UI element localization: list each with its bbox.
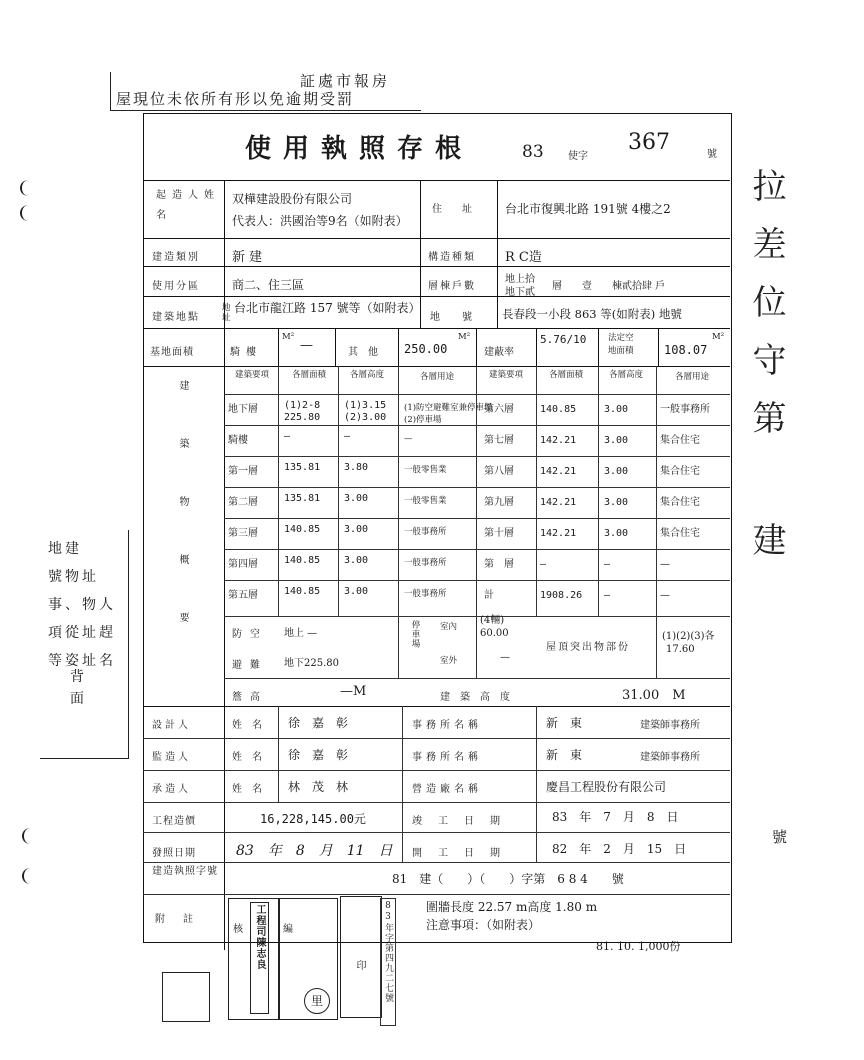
left-note-line: 面 [70,691,87,707]
designer-firm-suffix: 建築師事務所 [640,720,700,731]
left-floor-name: 第三層 [228,528,258,539]
left-floor-height: 3.00 [344,493,369,504]
left-floor-height: 3.00 [344,524,369,535]
grid-v-3 [398,366,399,678]
right-floor-use: 集合住宅 [660,497,700,508]
issue-label: 發照日期 [152,848,196,859]
row-divider-5 [143,366,730,367]
bldg-height-value: 31.00 M [622,688,686,703]
floors-value-top: 地上拾 [505,274,535,285]
right-floor-name: 第九層 [484,497,514,508]
title-divider [143,180,730,181]
start-value: 82 年 2 月 15 日 [552,842,687,856]
hdr-right-area: 各層面積 [548,370,583,380]
left-floor-name: 第五層 [228,590,258,601]
left-floor-area: (1)2-8 225.80 [284,400,321,423]
floor-row-divider [224,487,730,488]
defense-divider [224,678,730,679]
ref-stamp: 83年字第四九二七號 [380,898,396,1026]
right-floor-use: 一般事務所 [660,404,710,415]
right-floor-height: — [604,559,611,570]
left-margin-mark-3 [22,828,44,844]
supervisor-firm-label: 事務所名稱 [412,752,482,763]
right-floor-use: 集合住宅 [660,528,700,539]
site-label: 建築地點 [152,312,200,323]
grid-v-1 [278,366,279,616]
right-floor-name: 第 層 [484,559,514,570]
floor-row-divider [224,616,730,617]
right-edge-text: 拉差位守第 建 [746,168,786,580]
office-stamp: 里 [304,988,330,1014]
floor-row-divider [224,549,730,550]
area-div-5 [536,328,537,366]
contractor-firm-label: 營造廠名稱 [412,784,482,795]
left-floor-name: 第二層 [228,497,258,508]
left-floor-use: 一般事務所 [404,589,447,599]
construction-type-label: 建造類別 [152,252,200,263]
small-box [162,972,210,1022]
left-note-line: 號物址 [48,569,99,585]
other-value: 250.00 [404,342,448,356]
done-value: 83 年 7 月 8 日 [552,810,679,824]
floors-value-rest: 層 壹 棟貳拾肆 戶 [552,281,666,292]
area-div-6 [598,328,599,366]
annex-label: 騎樓 [230,347,262,358]
notes-line-1: 圍牆長度 22.57 m高度 1.80 m [426,900,598,914]
left-note-line: 等姿址名 [48,653,116,669]
permit-value: 81 建（ ）（ ）字第 6 8 4 號 [392,872,624,886]
parking-label: 停車場 [410,620,420,649]
right-floor-height: 3.00 [604,528,629,539]
right-floor-name: 第七層 [484,435,514,446]
eaves-label: 簷高 [232,692,268,703]
right-floor-name: 第六層 [484,404,514,415]
left-margin-mark-2 [20,205,42,221]
zoning-value: 商二、住三區 [232,278,305,292]
left-floor-area: 135.81 [284,462,321,473]
row-divider-6 [143,706,730,707]
right-floor-area: 142.21 [540,497,577,508]
cost-value: 16,228,145.00元 [260,812,366,826]
left-floor-area: 140.85 [284,555,321,566]
cost-mid-divider [402,706,403,862]
edit-label: 編 [283,924,293,935]
right-floor-area: — [540,559,547,570]
left-floor-height: 3.00 [344,586,369,597]
contractor-firm: 慶昌工程股份有限公司 [546,780,667,794]
contractor-label: 承造人 [152,784,191,795]
indoor-value: (4輛) 60.00 [480,615,509,639]
left-floor-height: (1)3.15 (2)3.00 [344,400,387,423]
hdr-left-use: 各層用途 [419,372,454,382]
defense-label: 防空 [232,629,268,640]
left-floor-name: 地下層 [228,404,258,415]
right-floor-height: 3.00 [604,466,629,477]
site-divider-2 [497,296,498,328]
site-divider-1 [420,296,421,328]
annex-unit: M² [282,332,295,342]
builder-label: 起造人姓名 [156,190,220,221]
left-note-line: 項從址趕 [48,625,116,641]
left-floor-use: — [404,434,413,444]
left-note-line: 事、物人 [48,597,116,613]
defense-value: 地上 — [284,628,318,639]
notes-line-2: 注意事項：（如附表） [426,918,541,932]
area-div-4 [476,328,477,366]
row-divider-9 [143,832,730,833]
row-divider-2 [143,266,730,267]
roof-value-2: 17.60 [666,644,695,655]
supervisor-firm: 新 東 [546,748,583,762]
builder-addr-divider-2 [497,180,498,238]
grid-v-7 [656,366,657,678]
coverage-label: 建蔽率 [484,347,514,358]
floors-value-bottom: 地下貳 [505,287,535,298]
supervisor-name-label: 姓名 [232,752,272,763]
engineer-stamp: 工程司陳志良 [250,902,269,1014]
issue-value: 83 年 8 月 11 日 [236,843,393,859]
struct-type-label: 構造種類 [428,252,476,263]
cost-label: 工程造價 [152,816,196,827]
left-floor-name: 騎樓 [228,435,248,446]
builder-addr-divider [420,180,421,238]
floor-section-label: 建築物概要 [177,380,188,670]
left-margin-mark-4 [22,868,44,884]
supervisor-name: 徐 嘉 彰 [288,748,349,762]
eaves-value: —M [340,684,367,699]
area-div-2 [335,328,336,366]
top-note-line2: 屋現位未依所有形以免逾期受罰 [116,90,355,108]
area-div-1 [278,328,279,366]
seal-stamp: 印 [354,960,365,971]
left-floor-area: — [284,431,291,442]
supervisor-firm-suffix: 建築師事務所 [640,752,700,763]
notes-label: 附註 [155,914,211,925]
people-name-divider [278,706,279,802]
area-div-7 [658,328,659,366]
hdr-left-item: 建築要項 [234,370,269,380]
left-note-line: 地建 [48,541,82,557]
right-floor-area: 142.21 [540,528,577,539]
floor-row-divider [224,425,730,426]
left-floor-use: 一般零售業 [404,465,447,475]
shelter-label: 避難 [232,660,268,671]
grid-v-2 [338,366,339,616]
left-floor-area: 140.85 [284,524,321,535]
floor-row-divider [224,394,730,395]
roof-value-1: (1)(2)(3)各 [662,631,715,642]
builder-value-2: 代表人：洪國治等9名（如附表） [232,214,408,228]
roof-label: 屋頂突出物部份 [546,642,630,653]
left-floor-use: 一般事務所 [404,527,447,537]
zoning-label: 使用分區 [152,281,200,292]
right-floor-use: — [660,590,670,601]
row-divider-4 [143,328,730,329]
people-row-divider [143,770,730,771]
right-floor-height: 3.00 [604,404,629,415]
area-div-3 [398,328,399,366]
floor-row-divider [224,456,730,457]
designer-label: 設計人 [152,720,191,731]
left-floor-use: (1)防空避難室兼停車場 (2)停車場 [404,403,493,425]
type-divider-2 [497,238,498,296]
other-unit: M² [458,332,471,342]
outdoor-label: 室外 [440,656,458,666]
right-floor-area: 142.21 [540,466,577,477]
people-row-divider [143,802,730,803]
site-addr-value: 台北市龍江路 157 號等（如附表） [234,301,421,315]
builder-value-1: 双樺建設股份有限公司 [232,192,353,206]
hdr-right-use: 各層用途 [674,372,709,382]
grid-v-6 [598,366,599,616]
left-floor-height: — [344,431,351,442]
right-edge-small: 號 [772,828,788,846]
right-floor-name: 第八層 [484,466,514,477]
left-floor-height: 3.80 [344,462,369,473]
right-floor-area: 1908.26 [540,590,583,601]
start-label: 開工日期 [412,848,516,859]
left-floor-use: 一般事務所 [404,558,447,568]
contractor-name-label: 姓名 [232,784,272,795]
left-margin-mark-1 [20,180,42,196]
hdr-left-height: 各層高度 [349,370,384,380]
right-floor-height: 3.00 [604,435,629,446]
row-divider-3 [143,296,730,297]
cost-mid-divider-2 [536,706,537,862]
left-note-line: 背 [70,669,87,685]
right-floor-height: 3.00 [604,497,629,508]
other-label: 其他 [348,347,388,358]
license-year: 83 [522,142,544,162]
legal-unit: M² [712,332,725,342]
right-floor-use: 集合住宅 [660,466,700,477]
right-floor-use: — [660,559,670,570]
designer-name: 徐 嘉 彰 [288,716,349,730]
supervisor-label: 監造人 [152,752,191,763]
floor-row-divider [224,518,730,519]
right-floor-area: 142.21 [540,435,577,446]
hdr-left-area: 各層面積 [291,370,326,380]
license-suffix: 號 [707,149,717,160]
indoor-label: 室內 [440,622,458,632]
legal-value: 108.07 [664,343,708,357]
check-label: 核 [233,924,243,935]
left-side-box [40,530,129,759]
shelter-value: 地下225.80 [284,658,339,669]
legal-label-2: 地面積 [608,346,634,356]
right-floor-name: 第十層 [484,528,514,539]
row-divider-1 [143,238,730,239]
builder-address-value: 台北市復興北路 191號 4樓之2 [505,202,671,216]
legal-label-1: 法定空 [608,333,634,343]
site-lot-label: 地號 [430,312,494,323]
area-label: 基地面積 [150,347,194,358]
left-floor-name: 第一層 [228,466,258,477]
builder-address-label: 住址 [432,204,492,215]
date-stamp: 81. 10. 1,000份 [596,940,681,953]
right-floor-area: 140.85 [540,404,577,415]
site-addr-label: 地址 [222,303,231,323]
right-floor-use: 集合住宅 [660,435,700,446]
floors-label: 層棟戶數 [428,281,476,292]
top-note-line1: 証處市報房 [300,72,391,90]
coverage-value: 5.76/10 [540,333,587,346]
annex-value: — [300,338,313,353]
left-floor-area: 135.81 [284,493,321,504]
hdr-right-height: 各層高度 [608,370,643,380]
designer-firm: 新 東 [546,716,583,730]
struct-type-value: R C造 [505,250,542,265]
license-type: 使字 [568,151,588,162]
left-floor-name: 第四層 [228,559,258,570]
left-floor-use: 一般零售業 [404,496,447,506]
license-number: 367 [628,130,670,155]
bldg-height-label: 建築高度 [440,692,520,703]
grid-v-5 [536,366,537,616]
row-divider-10 [143,862,730,863]
left-floor-height: 3.00 [344,555,369,566]
hdr-right-item: 建築要項 [488,370,523,380]
right-floor-height: — [604,590,611,601]
outdoor-value: — [500,652,510,663]
page-title: 使用執照存根 [245,134,474,164]
done-label: 竣工日期 [412,816,516,827]
designer-firm-label: 事務所名稱 [412,720,482,731]
row-divider-11 [143,894,730,895]
site-lot-value: 長春段一小段 863 等(如附表) 地號 [502,307,682,321]
permit-label: 建造執照字號 [152,866,218,877]
construction-type-value: 新 建 [232,250,263,265]
people-row-divider [143,738,730,739]
floor-row-divider [224,580,730,581]
designer-name-label: 姓名 [232,720,272,731]
contractor-name: 林 茂 林 [288,780,349,794]
left-floor-area: 140.85 [284,586,321,597]
type-divider-1 [420,238,421,296]
right-floor-name: 計 [484,590,494,601]
